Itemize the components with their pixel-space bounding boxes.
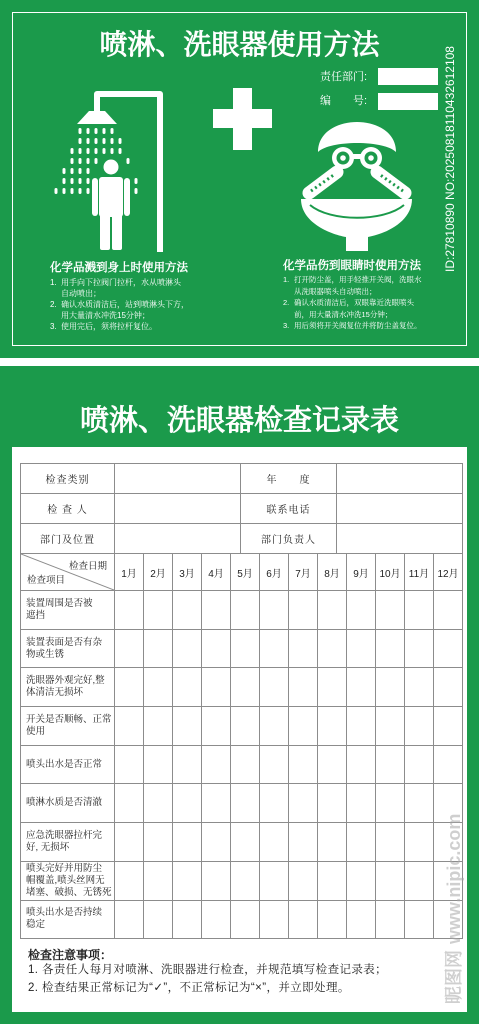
check-cell bbox=[376, 784, 405, 823]
water-drop bbox=[71, 188, 74, 194]
check-item-line: 使用 bbox=[26, 725, 46, 737]
instruction-step bbox=[50, 299, 189, 321]
eyewash-section-heading: 化学品伤到眼睛时使用方法 bbox=[283, 260, 421, 272]
check-cell bbox=[347, 784, 376, 823]
table-row bbox=[21, 707, 463, 746]
instruction-step bbox=[283, 274, 422, 297]
check-cell bbox=[347, 823, 376, 862]
check-cell bbox=[144, 823, 173, 862]
water-drop bbox=[103, 148, 106, 154]
check-cell bbox=[289, 707, 318, 746]
check-cell bbox=[376, 823, 405, 862]
check-item-label: 检查项目 bbox=[27, 575, 66, 586]
check-cell bbox=[144, 784, 173, 823]
check-cell bbox=[202, 629, 231, 668]
water-drop bbox=[79, 158, 82, 164]
month-header: 6月 bbox=[260, 554, 289, 591]
check-cell bbox=[405, 668, 434, 707]
person-right-arm bbox=[124, 178, 130, 216]
shower-head bbox=[77, 111, 117, 124]
month-header: 9月 bbox=[347, 554, 376, 591]
info-row bbox=[21, 464, 463, 494]
inspection-record-panel bbox=[0, 366, 479, 1024]
check-cell bbox=[231, 900, 260, 939]
check-cell bbox=[347, 707, 376, 746]
check-item-line: 体清洁无损坏 bbox=[26, 687, 84, 699]
check-cell bbox=[434, 745, 463, 784]
month-header: 7月 bbox=[289, 554, 318, 591]
check-cell bbox=[318, 707, 347, 746]
water-drop bbox=[87, 138, 90, 144]
check-item-line: 喷头出水是否持续 bbox=[26, 907, 103, 919]
check-cell bbox=[318, 668, 347, 707]
water-drop bbox=[103, 128, 106, 134]
check-cell bbox=[144, 745, 173, 784]
check-cell bbox=[231, 861, 260, 900]
watermark-brand: 昵图网 bbox=[444, 950, 464, 1004]
month-header: 11月 bbox=[405, 554, 434, 591]
check-cell bbox=[289, 784, 318, 823]
check-cell bbox=[405, 707, 434, 746]
water-drop bbox=[95, 128, 98, 134]
check-cell bbox=[115, 591, 144, 630]
check-item-line: 喷淋水质是否清澈 bbox=[26, 797, 103, 809]
check-cell bbox=[231, 668, 260, 707]
check-cell bbox=[260, 591, 289, 630]
check-cell bbox=[115, 668, 144, 707]
check-cell bbox=[115, 745, 144, 784]
watermark-url: www.nipic.com bbox=[444, 813, 464, 944]
check-item-line: 物或生锈 bbox=[26, 648, 65, 660]
step-text-line: 打开防尘盖，用手轻推开关阀，洗眼水 bbox=[294, 275, 422, 284]
serial-number-label: 编 号: bbox=[320, 95, 368, 107]
info-label: 检查类别 bbox=[21, 464, 115, 494]
check-cell bbox=[173, 823, 202, 862]
person-left-arm bbox=[92, 178, 98, 216]
plus-vertical-bar bbox=[233, 88, 252, 150]
water-drop bbox=[71, 178, 74, 184]
check-cell bbox=[231, 591, 260, 630]
diagonal-header-cell bbox=[21, 554, 115, 591]
check-cell bbox=[260, 668, 289, 707]
table-row bbox=[21, 668, 463, 707]
check-cell bbox=[318, 861, 347, 900]
check-cell bbox=[260, 707, 289, 746]
check-cell bbox=[260, 900, 289, 939]
check-cell bbox=[115, 861, 144, 900]
check-grid-table bbox=[20, 553, 463, 939]
check-cell bbox=[376, 591, 405, 630]
check-cell bbox=[434, 707, 463, 746]
check-cell bbox=[202, 784, 231, 823]
eyewash-icon bbox=[301, 122, 412, 251]
instruction-step bbox=[283, 320, 422, 332]
water-drop bbox=[79, 128, 82, 134]
info-value-cell bbox=[115, 524, 241, 554]
check-cell bbox=[376, 668, 405, 707]
responsible-department-label: 责任部门: bbox=[320, 71, 368, 83]
table-row bbox=[21, 745, 463, 784]
check-cell bbox=[202, 745, 231, 784]
check-cell bbox=[318, 745, 347, 784]
table-row bbox=[21, 823, 463, 862]
water-drop bbox=[79, 188, 82, 194]
check-cell bbox=[289, 591, 318, 630]
water-drop bbox=[119, 138, 122, 144]
water-drop bbox=[71, 158, 74, 164]
grid-header-row bbox=[21, 554, 463, 591]
info-table bbox=[20, 463, 463, 554]
check-cell bbox=[260, 629, 289, 668]
check-cell bbox=[115, 823, 144, 862]
check-cell bbox=[173, 591, 202, 630]
step-text-line: 用手向下拉阀门拉杆，水从喷淋头 bbox=[61, 278, 181, 287]
check-cell bbox=[405, 745, 434, 784]
check-cell bbox=[115, 629, 144, 668]
water-drop bbox=[127, 158, 130, 164]
month-header: 10月 bbox=[376, 554, 405, 591]
check-cell bbox=[347, 861, 376, 900]
check-item-name bbox=[21, 629, 115, 668]
water-drop bbox=[63, 178, 66, 184]
check-cell bbox=[289, 823, 318, 862]
info-value-cell bbox=[115, 464, 241, 494]
water-drop bbox=[95, 138, 98, 144]
check-cell bbox=[202, 861, 231, 900]
check-cell bbox=[289, 745, 318, 784]
check-cell bbox=[289, 861, 318, 900]
table-row bbox=[21, 861, 463, 900]
check-cell bbox=[260, 861, 289, 900]
info-label: 检 查 人 bbox=[21, 494, 115, 524]
check-cell bbox=[144, 900, 173, 939]
usage-title: 喷淋、洗眼器使用方法 bbox=[99, 29, 380, 60]
step-number: 1. bbox=[50, 278, 57, 287]
usage-instructions-panel bbox=[0, 0, 479, 358]
table-row bbox=[21, 591, 463, 630]
check-cell bbox=[144, 707, 173, 746]
water-drop bbox=[111, 128, 114, 134]
table-row bbox=[21, 900, 463, 939]
check-cell bbox=[173, 745, 202, 784]
check-cell bbox=[376, 745, 405, 784]
instruction-step bbox=[50, 321, 189, 332]
check-cell bbox=[434, 591, 463, 630]
check-item-name bbox=[21, 591, 115, 630]
step-text-line: 确认水质清洁后，双眼靠近洗眼喷头 bbox=[294, 298, 414, 307]
check-item-name bbox=[21, 900, 115, 939]
check-item-line: 好, 无损坏 bbox=[26, 841, 70, 853]
check-date-label: 检查日期 bbox=[68, 561, 107, 572]
step-text-line: 用后须将开关阀复位并将防尘盖复位。 bbox=[294, 321, 422, 330]
month-header: 2月 bbox=[144, 554, 173, 591]
water-drop bbox=[79, 148, 82, 154]
shower-section-heading: 化学品溅到身上时使用方法 bbox=[50, 262, 188, 274]
check-cell bbox=[434, 668, 463, 707]
check-item-line: 帽覆盖,喷头丝网无 bbox=[26, 874, 105, 886]
check-cell bbox=[202, 591, 231, 630]
eye-goggles bbox=[332, 147, 382, 169]
info-value-cell bbox=[115, 494, 241, 524]
check-item-line: 装置周围是否被 bbox=[26, 597, 93, 609]
step-number: 1. bbox=[283, 275, 290, 284]
person-head bbox=[104, 160, 119, 175]
check-cell bbox=[434, 629, 463, 668]
water-drop bbox=[71, 168, 74, 174]
record-title: 喷淋、洗眼器检查记录表 bbox=[79, 405, 399, 437]
check-item-line: 稳定 bbox=[26, 919, 46, 931]
face-mask bbox=[318, 122, 396, 152]
check-item-line: 开关是否顺畅、正常 bbox=[26, 713, 112, 725]
check-item-name bbox=[21, 745, 115, 784]
check-cell bbox=[144, 668, 173, 707]
check-cell bbox=[318, 591, 347, 630]
info-row bbox=[21, 524, 463, 554]
check-cell bbox=[347, 900, 376, 939]
check-cell bbox=[202, 707, 231, 746]
check-cell bbox=[376, 707, 405, 746]
check-cell bbox=[173, 900, 202, 939]
check-cell bbox=[202, 900, 231, 939]
check-cell bbox=[289, 629, 318, 668]
note-line: 2. 检查结果正常标记为“✓”，不正常标记为“×”，并立即处理。 bbox=[28, 982, 350, 994]
person-torso bbox=[99, 177, 123, 217]
water-drop bbox=[87, 188, 90, 194]
person-left-leg bbox=[100, 214, 110, 250]
month-header: 8月 bbox=[318, 554, 347, 591]
info-label: 部门负责人 bbox=[241, 524, 337, 554]
info-value-cell bbox=[337, 494, 463, 524]
check-cell bbox=[144, 861, 173, 900]
shower-steps-list bbox=[50, 277, 189, 332]
check-cell bbox=[260, 784, 289, 823]
water-drop bbox=[95, 148, 98, 154]
water-drop bbox=[87, 158, 90, 164]
check-cell bbox=[405, 591, 434, 630]
info-value-cell bbox=[337, 524, 463, 554]
check-cell bbox=[405, 900, 434, 939]
check-cell bbox=[173, 629, 202, 668]
info-row bbox=[21, 494, 463, 524]
check-item-line: 堵塞、破损、无锈死 bbox=[26, 886, 112, 898]
check-cell bbox=[318, 823, 347, 862]
check-cell bbox=[202, 823, 231, 862]
notes-heading: 检查注意事项： bbox=[28, 948, 113, 962]
water-drop bbox=[79, 138, 82, 144]
check-item-name bbox=[21, 861, 115, 900]
check-cell bbox=[231, 784, 260, 823]
water-drop bbox=[63, 168, 66, 174]
water-drop bbox=[87, 168, 90, 174]
step-text-line: 使用完后，须将拉杆复位。 bbox=[61, 322, 157, 331]
step-number: 2. bbox=[50, 300, 57, 309]
water-drop bbox=[79, 178, 82, 184]
step-text-line: 从洗眼器喷头自动喷出； bbox=[294, 286, 377, 296]
water-drop bbox=[119, 148, 122, 154]
check-cell bbox=[173, 784, 202, 823]
info-label: 联系电话 bbox=[241, 494, 337, 524]
check-cell bbox=[347, 591, 376, 630]
water-drop bbox=[95, 158, 98, 164]
check-cell bbox=[115, 707, 144, 746]
note-line: 1. 各责任人每月对喷淋、洗眼器进行检查，并规范填写检查记录表； bbox=[28, 964, 388, 976]
water-drop bbox=[111, 148, 114, 154]
check-cell bbox=[289, 668, 318, 707]
check-cell bbox=[347, 745, 376, 784]
month-header: 5月 bbox=[231, 554, 260, 591]
check-cell bbox=[347, 668, 376, 707]
check-item-line: 应急洗眼器拉杆完 bbox=[26, 829, 103, 841]
check-cell bbox=[202, 668, 231, 707]
check-cell bbox=[173, 668, 202, 707]
check-item-line: 遮挡 bbox=[26, 609, 46, 621]
check-item-line: 洗眼器外观完好,整 bbox=[26, 675, 105, 687]
check-cell bbox=[144, 629, 173, 668]
check-cell bbox=[376, 629, 405, 668]
month-header: 1月 bbox=[115, 554, 144, 591]
check-cell bbox=[318, 900, 347, 939]
water-drop bbox=[135, 188, 138, 194]
water-drop bbox=[87, 178, 90, 184]
check-cell bbox=[260, 823, 289, 862]
month-header: 3月 bbox=[173, 554, 202, 591]
check-item-line: 喷头出水是否正常 bbox=[26, 758, 103, 770]
id-code: ID:27810890 NO:20250818110432612108 bbox=[443, 46, 457, 272]
check-item-name bbox=[21, 823, 115, 862]
check-item-name bbox=[21, 784, 115, 823]
check-cell bbox=[173, 861, 202, 900]
water-drop bbox=[55, 188, 58, 194]
info-value-cell bbox=[337, 464, 463, 494]
check-cell bbox=[405, 784, 434, 823]
check-item-name bbox=[21, 707, 115, 746]
step-number: 3. bbox=[283, 321, 290, 330]
record-tables bbox=[20, 463, 462, 939]
info-label: 年 度 bbox=[241, 464, 337, 494]
check-cell bbox=[405, 861, 434, 900]
check-cell bbox=[376, 900, 405, 939]
table-row bbox=[21, 629, 463, 668]
check-cell bbox=[115, 784, 144, 823]
person-right-leg bbox=[112, 214, 122, 250]
step-text-line: 确认水质清洁后，站到喷淋头下方， bbox=[61, 300, 189, 309]
water-drop bbox=[111, 138, 114, 144]
check-cell bbox=[318, 784, 347, 823]
water-drop bbox=[79, 168, 82, 174]
check-item-line: 喷头完好并用防尘 bbox=[26, 862, 103, 874]
check-cell bbox=[173, 707, 202, 746]
eyewash-steps-list bbox=[283, 274, 422, 332]
info-label: 部门及位置 bbox=[21, 524, 115, 554]
check-cell bbox=[405, 629, 434, 668]
step-number: 3. bbox=[50, 322, 57, 331]
step-text-line: 自动喷出； bbox=[61, 289, 101, 298]
wash-basin bbox=[301, 199, 412, 251]
month-header: 12月 bbox=[434, 554, 463, 591]
instruction-step bbox=[50, 277, 189, 299]
step-number: 2. bbox=[283, 298, 290, 307]
check-item-name bbox=[21, 668, 115, 707]
table-row bbox=[21, 784, 463, 823]
check-cell bbox=[405, 823, 434, 862]
check-cell bbox=[318, 629, 347, 668]
check-cell bbox=[289, 900, 318, 939]
water-drop bbox=[71, 148, 74, 154]
water-drop bbox=[87, 148, 90, 154]
check-cell bbox=[376, 861, 405, 900]
check-cell bbox=[260, 745, 289, 784]
water-drop bbox=[63, 188, 66, 194]
person-figure bbox=[92, 160, 130, 251]
water-drop bbox=[135, 178, 138, 184]
water-drop bbox=[103, 138, 106, 144]
check-cell bbox=[347, 629, 376, 668]
check-cell bbox=[115, 900, 144, 939]
check-cell bbox=[144, 591, 173, 630]
check-cell bbox=[231, 823, 260, 862]
water-drop bbox=[87, 128, 90, 134]
check-cell bbox=[231, 629, 260, 668]
watermark bbox=[443, 808, 465, 1004]
instruction-step bbox=[283, 297, 422, 320]
check-cell bbox=[231, 745, 260, 784]
check-cell bbox=[231, 707, 260, 746]
step-text-line: 用大量清水冲洗15分钟； bbox=[61, 311, 150, 320]
check-item-line: 装置表面是否有杂 bbox=[26, 636, 103, 648]
month-header: 4月 bbox=[202, 554, 231, 591]
step-text-line: 前，用大量清水冲洗15分钟； bbox=[294, 309, 393, 319]
plus-icon bbox=[213, 88, 272, 150]
shower-icon bbox=[55, 94, 161, 252]
